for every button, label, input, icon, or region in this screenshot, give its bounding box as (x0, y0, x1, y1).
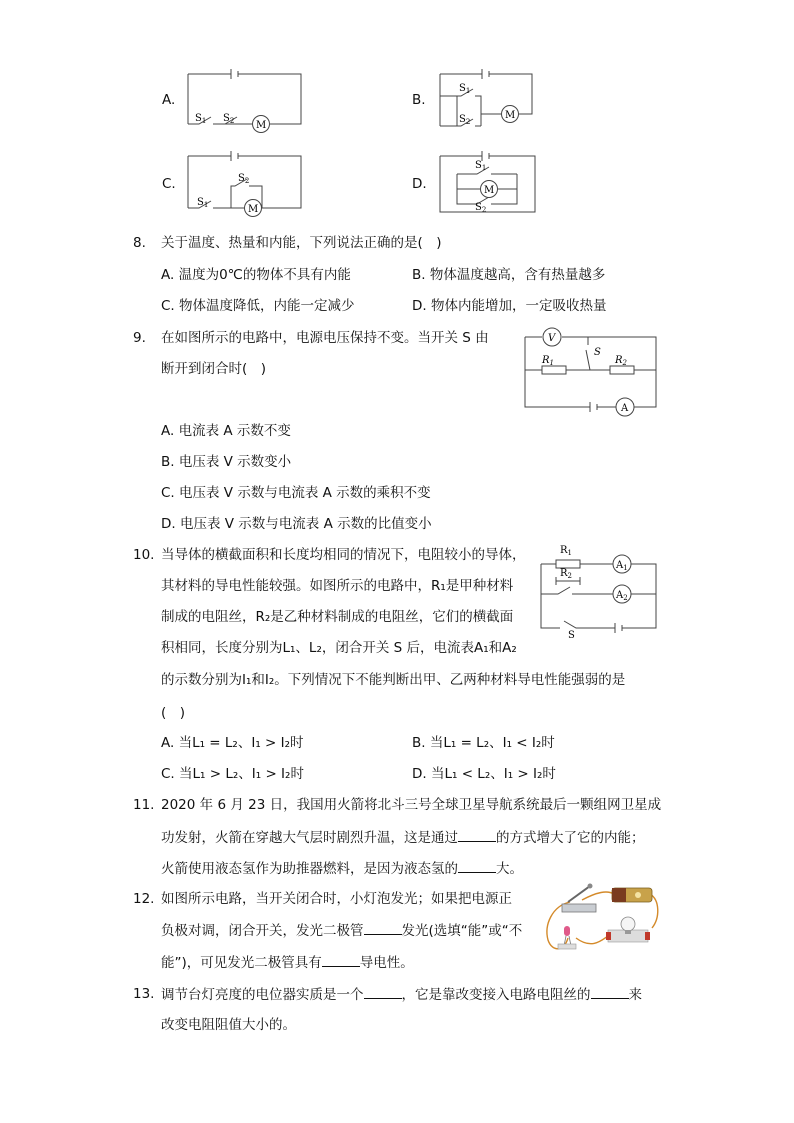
question-stem: 断开到闭合时( ) (161, 361, 267, 377)
svg-text:M: M (484, 185, 495, 196)
switch-s1-label: $S_1$ (195, 113, 207, 125)
question-stem-line: 火箭使用液态氢作为助推器燃料，是因为液态氢的 大。 (161, 858, 523, 879)
svg-text:S2: $S_2$ (459, 114, 471, 126)
circuit-diagram-d (437, 148, 547, 218)
question-stem-line: 2020 年 6 月 23 日，我国用火箭将北斗三号全球卫星导航系统最后一颗组网卫星成 (161, 797, 662, 813)
question-stem-line: 当导体的横截面积和长度均相同的情况下，电阻较小的导体， (161, 547, 526, 563)
svg-text:R2: $R_2$ (560, 568, 572, 580)
question-stem-line: 能”)，可见发光二极管具有 导电性。 (161, 952, 414, 973)
switch-s2-label: $S_2$ (223, 113, 235, 125)
svg-text:R1: $R_1$ (542, 355, 554, 367)
question-number: 11. (133, 797, 155, 813)
circuit-diagram-q10 (538, 540, 663, 640)
question-number: 10. (133, 547, 155, 563)
answer-blank[interactable] (591, 984, 629, 999)
answer-blank[interactable] (458, 827, 496, 842)
option-b: B. 当L₁ = L₂、I₁ < I₂时 (412, 735, 555, 751)
question-stem-line: 如图所示电路，当开关闭合时，小灯泡发光；如果把电源正 (161, 891, 512, 907)
answer-blank[interactable] (364, 920, 402, 935)
question-number: 8. (133, 235, 146, 251)
option-b: B. 物体温度越高，含有热量越多 (412, 267, 606, 283)
svg-text:A2: $A_2$ (616, 590, 628, 602)
option-c-label: C. (162, 176, 176, 192)
answer-blank[interactable] (322, 952, 360, 967)
option-a: A. 电流表 A 示数不变 (161, 423, 291, 439)
option-d: D. 当L₁ < L₂、I₁ > I₂时 (412, 766, 556, 782)
svg-text:R1: $R_1$ (560, 545, 572, 557)
option-a-label: A. (162, 92, 176, 108)
question-number: 12. (133, 891, 155, 907)
question-stem: 在如图所示的电路中，电源电压保持不变。当开关 S 由 (161, 330, 489, 346)
svg-text:S1: $S_1$ (459, 83, 471, 95)
circuit-diagram-q9 (522, 325, 662, 415)
option-a: A. 当L₁ = L₂、I₁ > I₂时 (161, 735, 304, 751)
circuit-diagram-a (185, 66, 315, 131)
svg-text:V: V (548, 333, 556, 344)
question-stem-line: 其材料的导电性能较强。如图所示的电路中，R₁是甲种材料 (161, 578, 514, 594)
option-c: C. 电压表 V 示数与电流表 A 示数的乘积不变 (161, 485, 431, 501)
svg-text:M: M (248, 204, 259, 215)
svg-text:M: M (505, 110, 516, 121)
option-d: D. 物体内能增加，一定吸收热量 (412, 298, 607, 314)
option-c: C. 当L₁ > L₂、I₁ > I₂时 (161, 766, 304, 782)
answer-blank[interactable] (458, 858, 496, 873)
question-number: 13. (133, 986, 155, 1002)
option-d: D. 电压表 V 示数与电流表 A 示数的比值变小 (161, 516, 432, 532)
svg-text:S2: $S_2$ (238, 173, 250, 185)
question-stem-line: 积相同，长度分别为L₁、L₂，闭合开关 S 后，电流表A₁和A₂ (161, 640, 517, 656)
svg-text:S: S (568, 630, 575, 641)
question-stem-line: 的示数分别为I₁和I₂。下列情况下不能判断出甲、乙两种材料导电性能强弱的是 (161, 672, 626, 688)
question-stem-line: 负极对调，闭合开关，发光二极管 发光(选填“能”或“不 (161, 920, 522, 941)
question-stem: 关于温度、热量和内能，下列说法正确的是( ) (161, 235, 442, 251)
svg-text:S: S (594, 347, 601, 358)
question-stem-line: 调节台灯亮度的电位器实质是一个 ，它是靠改变接入电路电阻丝的 来 (161, 984, 642, 1005)
svg-text:R2: $R_2$ (615, 355, 627, 367)
answer-blank[interactable] (364, 984, 402, 999)
option-a: A. 温度为0℃的物体不具有内能 (161, 267, 351, 283)
question-stem-line: 功发射，火箭在穿越大气层时剧烈升温，这是通过 的方式增大了它的内能； (161, 827, 645, 848)
circuit-diagram-c (185, 148, 315, 218)
svg-text:S1: $S_1$ (475, 160, 487, 172)
svg-text:A1: $A_1$ (616, 560, 628, 572)
svg-text:S2: $S_2$ (475, 202, 487, 214)
svg-text:A: A (621, 403, 629, 414)
option-d-label: D. (412, 176, 427, 192)
svg-text:S1: $S_1$ (197, 197, 209, 209)
question-stem-line: 改变电阻阻值大小的。 (161, 1017, 296, 1033)
motor-label: M (256, 120, 267, 131)
question-number: 9. (133, 330, 146, 346)
question-stem-line: 制成的电阻丝，R₂是乙种材料制成的电阻丝，它们的横截面 (161, 609, 514, 625)
option-b-label: B. (412, 92, 426, 108)
option-c: C. 物体温度降低，内能一定减少 (161, 298, 355, 314)
circuit-diagram-b (437, 66, 537, 131)
option-b: B. 电压表 V 示数变小 (161, 454, 292, 470)
physical-circuit-illustration (542, 880, 664, 955)
question-stem-line: ( ) (161, 705, 186, 721)
